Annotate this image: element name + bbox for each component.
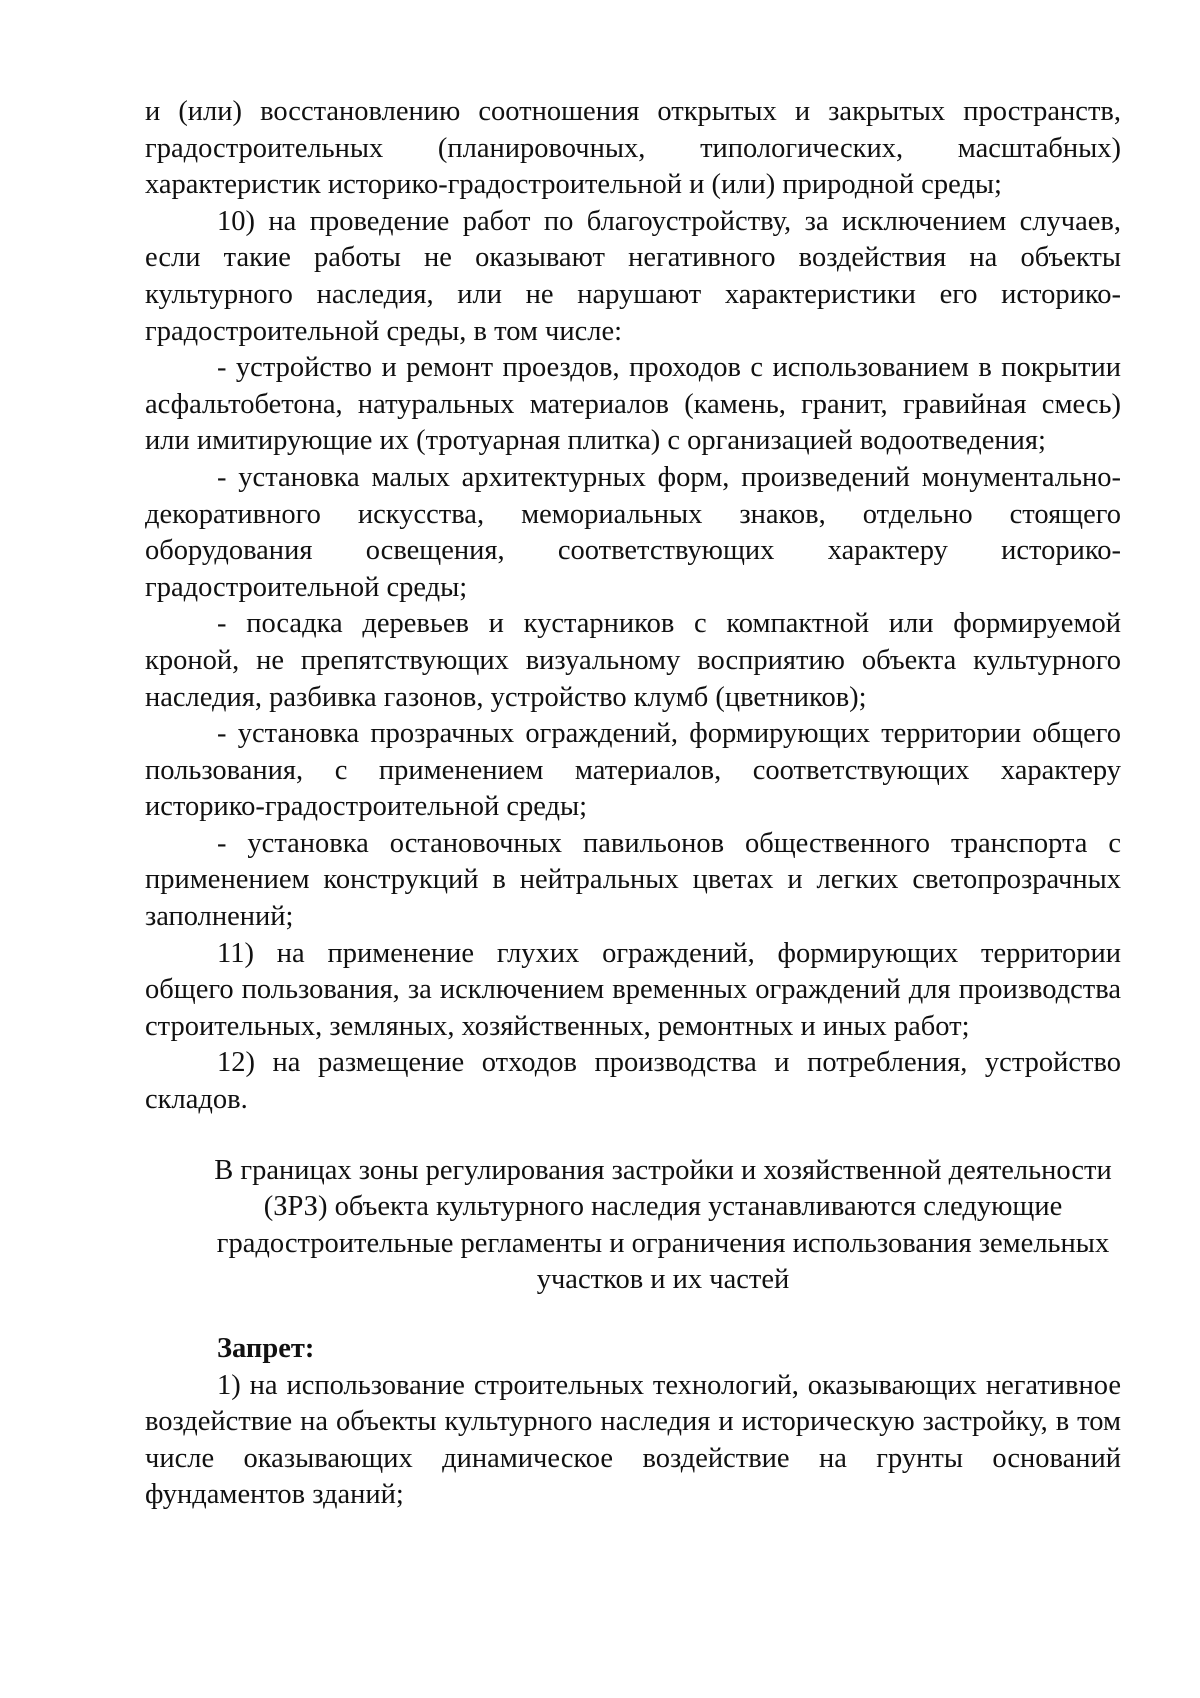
heading-line: В границах зоны регулирования застройки и хозяйственной деятельности bbox=[214, 1154, 1112, 1186]
bullet-small-architectural-forms: - установка малых архитектурных форм, произведений монументально-декоративного искусства, мемориальных знаков, отдельно стоящего оборудования освещения, соответствующих характеру историко-градостроительной среды; bbox=[145, 461, 1121, 603]
bullet-transparent-fences: - установка прозрачных ограждений, формирующих территории общего пользования, с применением материалов, соответствующих характеру историко-градостроительной среды; bbox=[145, 718, 1121, 823]
bullet-roads: - устройство и ремонт проездов, проходов с использованием в покрытии асфальтобетона, натуральных материалов (камень, гранит, гравийная смесь) или имитирующие их (тротуарная плитка) с организацией водоотведения; bbox=[145, 352, 1121, 457]
paragraph-item-12: 12) на размещение отходов производства и потребления, устройство складов. bbox=[145, 1047, 1121, 1116]
heading-line: градостроительные регламенты и ограничения использования земельных bbox=[216, 1227, 1110, 1259]
heading-line: (ЗРЗ) объекта культурного наследия устанавливаются следующие bbox=[263, 1191, 1063, 1223]
prohibition-label: Запрет: bbox=[217, 1333, 315, 1364]
heading-line: участков и их частей bbox=[536, 1264, 790, 1296]
paragraph-item-1: 1) на использование строительных технологий, оказывающих негативное воздействие на объекты культурного наследия и историческую застройку, в том числе оказывающих динамическое воздействие на грунты оснований фундаментов зданий; bbox=[145, 1369, 1121, 1511]
paragraph-item-10: 10) на проведение работ по благоустройству, за исключением случаев, если такие работы не оказывают негативного воздействия на объекты культурного наследия, или не нарушают характеристики его историко-градостроительной среды, в том числе: bbox=[145, 205, 1121, 347]
paragraph-item-11: 11) на применение глухих ограждений, формирующих территории общего пользования, за исключением временных ограждений для производства строительных, земляных, хозяйственных, ремонтных и иных работ; bbox=[145, 937, 1121, 1042]
paragraph-continuation: и (или) восстановлению соотношения открытых и закрытых пространств, градостроительных (планировочных, типологических, масштабных) характеристик историко-градостроительной и (или) природной среды; bbox=[145, 96, 1121, 201]
document-page bbox=[145, 94, 1121, 1514]
bullet-bus-stops: - установка остановочных павильонов общественного транспорта с применением конструкций в нейтральных цветах и легких светопрозрачных заполнений; bbox=[145, 827, 1121, 933]
bullet-planting: - посадка деревьев и кустарников с компактной или формируемой кроной, не препятствующих визуальному восприятию объекта культурного наследия, разбивка газонов, устройство клумб (цветников); bbox=[145, 608, 1121, 713]
section-heading bbox=[145, 1153, 1121, 1299]
